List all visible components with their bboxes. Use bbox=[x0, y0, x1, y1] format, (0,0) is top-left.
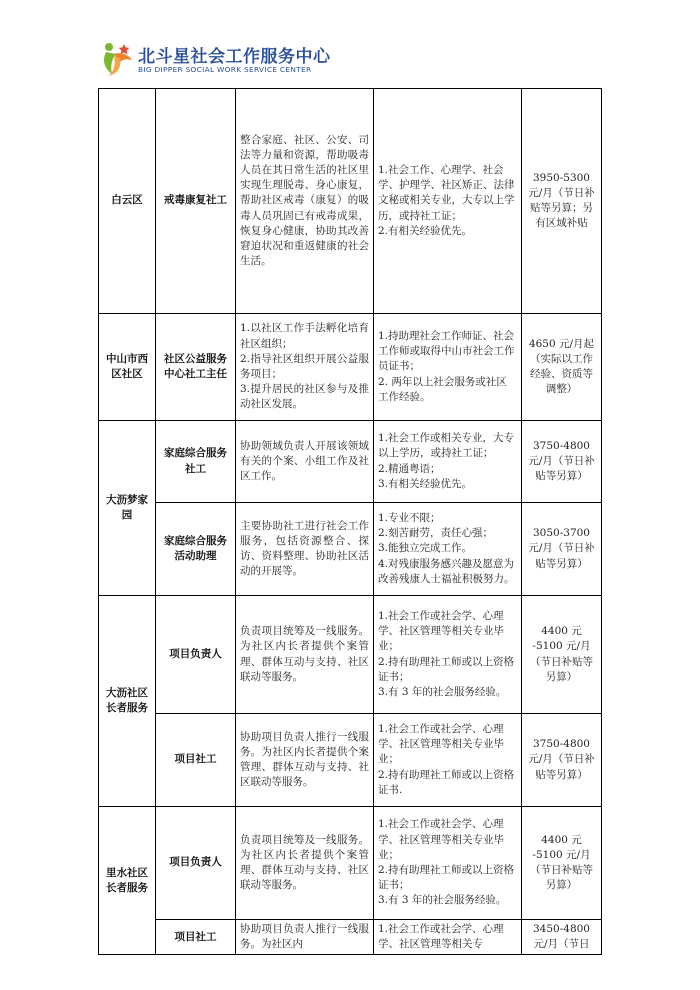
salary-cell: 3950-5300元/月（节日补贴等另算；另有区域补贴 bbox=[522, 89, 602, 314]
organization-logo bbox=[100, 38, 360, 82]
requirement-cell bbox=[374, 807, 522, 920]
duty-item: 2.指导社区组织开展公益服务项目； bbox=[240, 352, 369, 380]
requirement-item: 2. 两年以上社会服务或社区工作经验。 bbox=[378, 375, 507, 403]
duty-cell: 负责项目统筹及一线服务。为社区内长者提供个案管理、群体互动与支持、社区联动等服务。 bbox=[236, 807, 374, 920]
duty-cell: 负责项目统筹及一线服务。为社区内长者提供个案管理、群体互动与支持、社区联动等服务。 bbox=[236, 596, 374, 714]
star-figure-icon bbox=[100, 38, 134, 78]
duty-cell: 协助领域负责人开展该领域有关的个案、小组工作及社区工作。 bbox=[236, 421, 374, 503]
position-cell: 项目负责人 bbox=[156, 596, 236, 714]
requirement-item: 1.专业不限； bbox=[378, 511, 441, 524]
table-row bbox=[99, 314, 602, 421]
table-row bbox=[99, 920, 602, 955]
requirement-item: 2.有相关经验优先。 bbox=[378, 224, 473, 237]
duty-item: 1.以社区工作手法孵化培育社区组织； bbox=[240, 322, 369, 350]
requirement-item: 3.有 3 年的社会服务经验。 bbox=[378, 894, 507, 907]
job-table bbox=[98, 88, 602, 955]
position-cell: 项目社工 bbox=[156, 920, 236, 955]
requirement-item: 1.社会工作或社会学、心理学、社区管理等相关专业毕业； bbox=[378, 818, 504, 861]
salary-cell: 3750-4800元/月（节日补贴等另算） bbox=[522, 421, 602, 503]
district-cell: 中山市西区社区 bbox=[99, 314, 156, 421]
salary-cell: 3050-3700元/月（节日补贴等另算） bbox=[522, 503, 602, 596]
table-row bbox=[99, 807, 602, 920]
duty-cell: 主要协助社工进行社会工作服务，包括资源整合、探访、资料整理、协助社区活动的开展等。 bbox=[236, 503, 374, 596]
requirement-item: 1.社会工作或社会学、心理学、社区管理等相关专业毕业； bbox=[378, 722, 504, 766]
duty-cell: 协助项目负责人推行一线服务。为社区内 bbox=[236, 920, 374, 955]
position-cell: 项目负责人 bbox=[156, 807, 236, 920]
position-cell: 社区公益服务中心社工主任 bbox=[156, 314, 236, 421]
position-cell: 家庭综合服务社工 bbox=[156, 421, 236, 503]
requirement-item: 2.持有助理社工师或以上资格证书. bbox=[378, 768, 515, 796]
requirement-item: 3.有 3 年的社会服务经验。 bbox=[378, 685, 507, 698]
requirement-item: 3.有相关经验优先。 bbox=[378, 477, 473, 490]
salary-cell: 4400 元 -5100 元/月（节日补贴等另算） bbox=[522, 807, 602, 920]
table-row bbox=[99, 596, 602, 714]
requirement-cell bbox=[374, 314, 522, 421]
requirement-item: 1.社会工作、心理学、社会学、护理学、社区矫正、法律文秘或相关专业，大专以上学历，或持社工证； bbox=[378, 163, 515, 222]
salary-cell: 3750-4800元/月（节日补贴等另算） bbox=[522, 714, 602, 807]
table-row bbox=[99, 714, 602, 807]
requirement-item: 1.社会工作或社会学、心理学、社区管理等相关专 bbox=[378, 923, 504, 951]
salary-cell: 4650 元/月起（实际以工作经验、资质等调整） bbox=[522, 314, 602, 421]
requirement-item: 1.持助理社会工作师证、社会工作师或取得中山市社会工作员证书； bbox=[378, 329, 515, 373]
table-row bbox=[99, 503, 602, 596]
salary-cell: 3450-4800元/月（节日 bbox=[522, 920, 602, 955]
requirement-cell bbox=[374, 920, 522, 955]
district-cell: 白云区 bbox=[99, 89, 156, 314]
duty-item: 3.提升居民的社区参与及推动社区发展。 bbox=[240, 383, 369, 411]
requirement-item: 2.刻苦耐劳，责任心强； bbox=[378, 527, 494, 540]
requirement-cell bbox=[374, 421, 522, 503]
requirement-item: 1.社会工作或社会学、心理学、社区管理等相关专业毕业； bbox=[378, 609, 504, 653]
requirement-cell bbox=[374, 503, 522, 596]
requirement-item: 2.持有助理社工师或以上资格证书； bbox=[378, 655, 515, 683]
requirement-cell bbox=[374, 596, 522, 714]
requirement-item: 4.对残康服务感兴趣及愿意为改善残康人士福祉积极努力。 bbox=[378, 557, 515, 585]
requirement-item: 3.能独立完成工作。 bbox=[378, 542, 473, 555]
organization-english-name: BIG DIPPER SOCIAL WORK SERVICE CENTER bbox=[138, 65, 312, 74]
duty-cell: 整合家庭、社区、公安、司法等力量和资源，帮助吸毒人员在其日常生活的社区里实现生理脱毒、身心康复，帮助社区戒毒（康复）的吸毒人员巩固已有戒毒成果，恢复身心健康，协助其改善窘迫状况和重返健康的社会生活。 bbox=[236, 89, 374, 314]
requirement-cell bbox=[374, 714, 522, 807]
district-cell: 大沥社区长者服务 bbox=[99, 596, 156, 807]
requirement-item: 1.社会工作或相关专业，大专以上学历，或持社工证； bbox=[378, 432, 515, 460]
district-cell: 里水社区长者服务 bbox=[99, 807, 156, 955]
position-cell: 家庭综合服务活动助理 bbox=[156, 503, 236, 596]
salary-cell: 4400 元 -5100 元/月（节日补贴等另算） bbox=[522, 596, 602, 714]
table-row bbox=[99, 421, 602, 503]
table-row bbox=[99, 89, 602, 314]
duty-cell bbox=[236, 314, 374, 421]
requirement-item: 2.精通粤语； bbox=[378, 462, 441, 475]
duty-cell: 协助项目负责人推行一线服务。为社区内长者提供个案管理、群体互动与支持、社区联动等服务。 bbox=[236, 714, 374, 807]
requirement-item: 2.持有助理社工师或以上资格证书； bbox=[378, 864, 515, 892]
organization-name: 北斗星社会工作服务中心 bbox=[138, 47, 331, 67]
position-cell: 项目社工 bbox=[156, 714, 236, 807]
district-cell: 大沥梦家园 bbox=[99, 421, 156, 596]
requirement-cell bbox=[374, 89, 522, 314]
position-cell: 戒毒康复社工 bbox=[156, 89, 236, 314]
